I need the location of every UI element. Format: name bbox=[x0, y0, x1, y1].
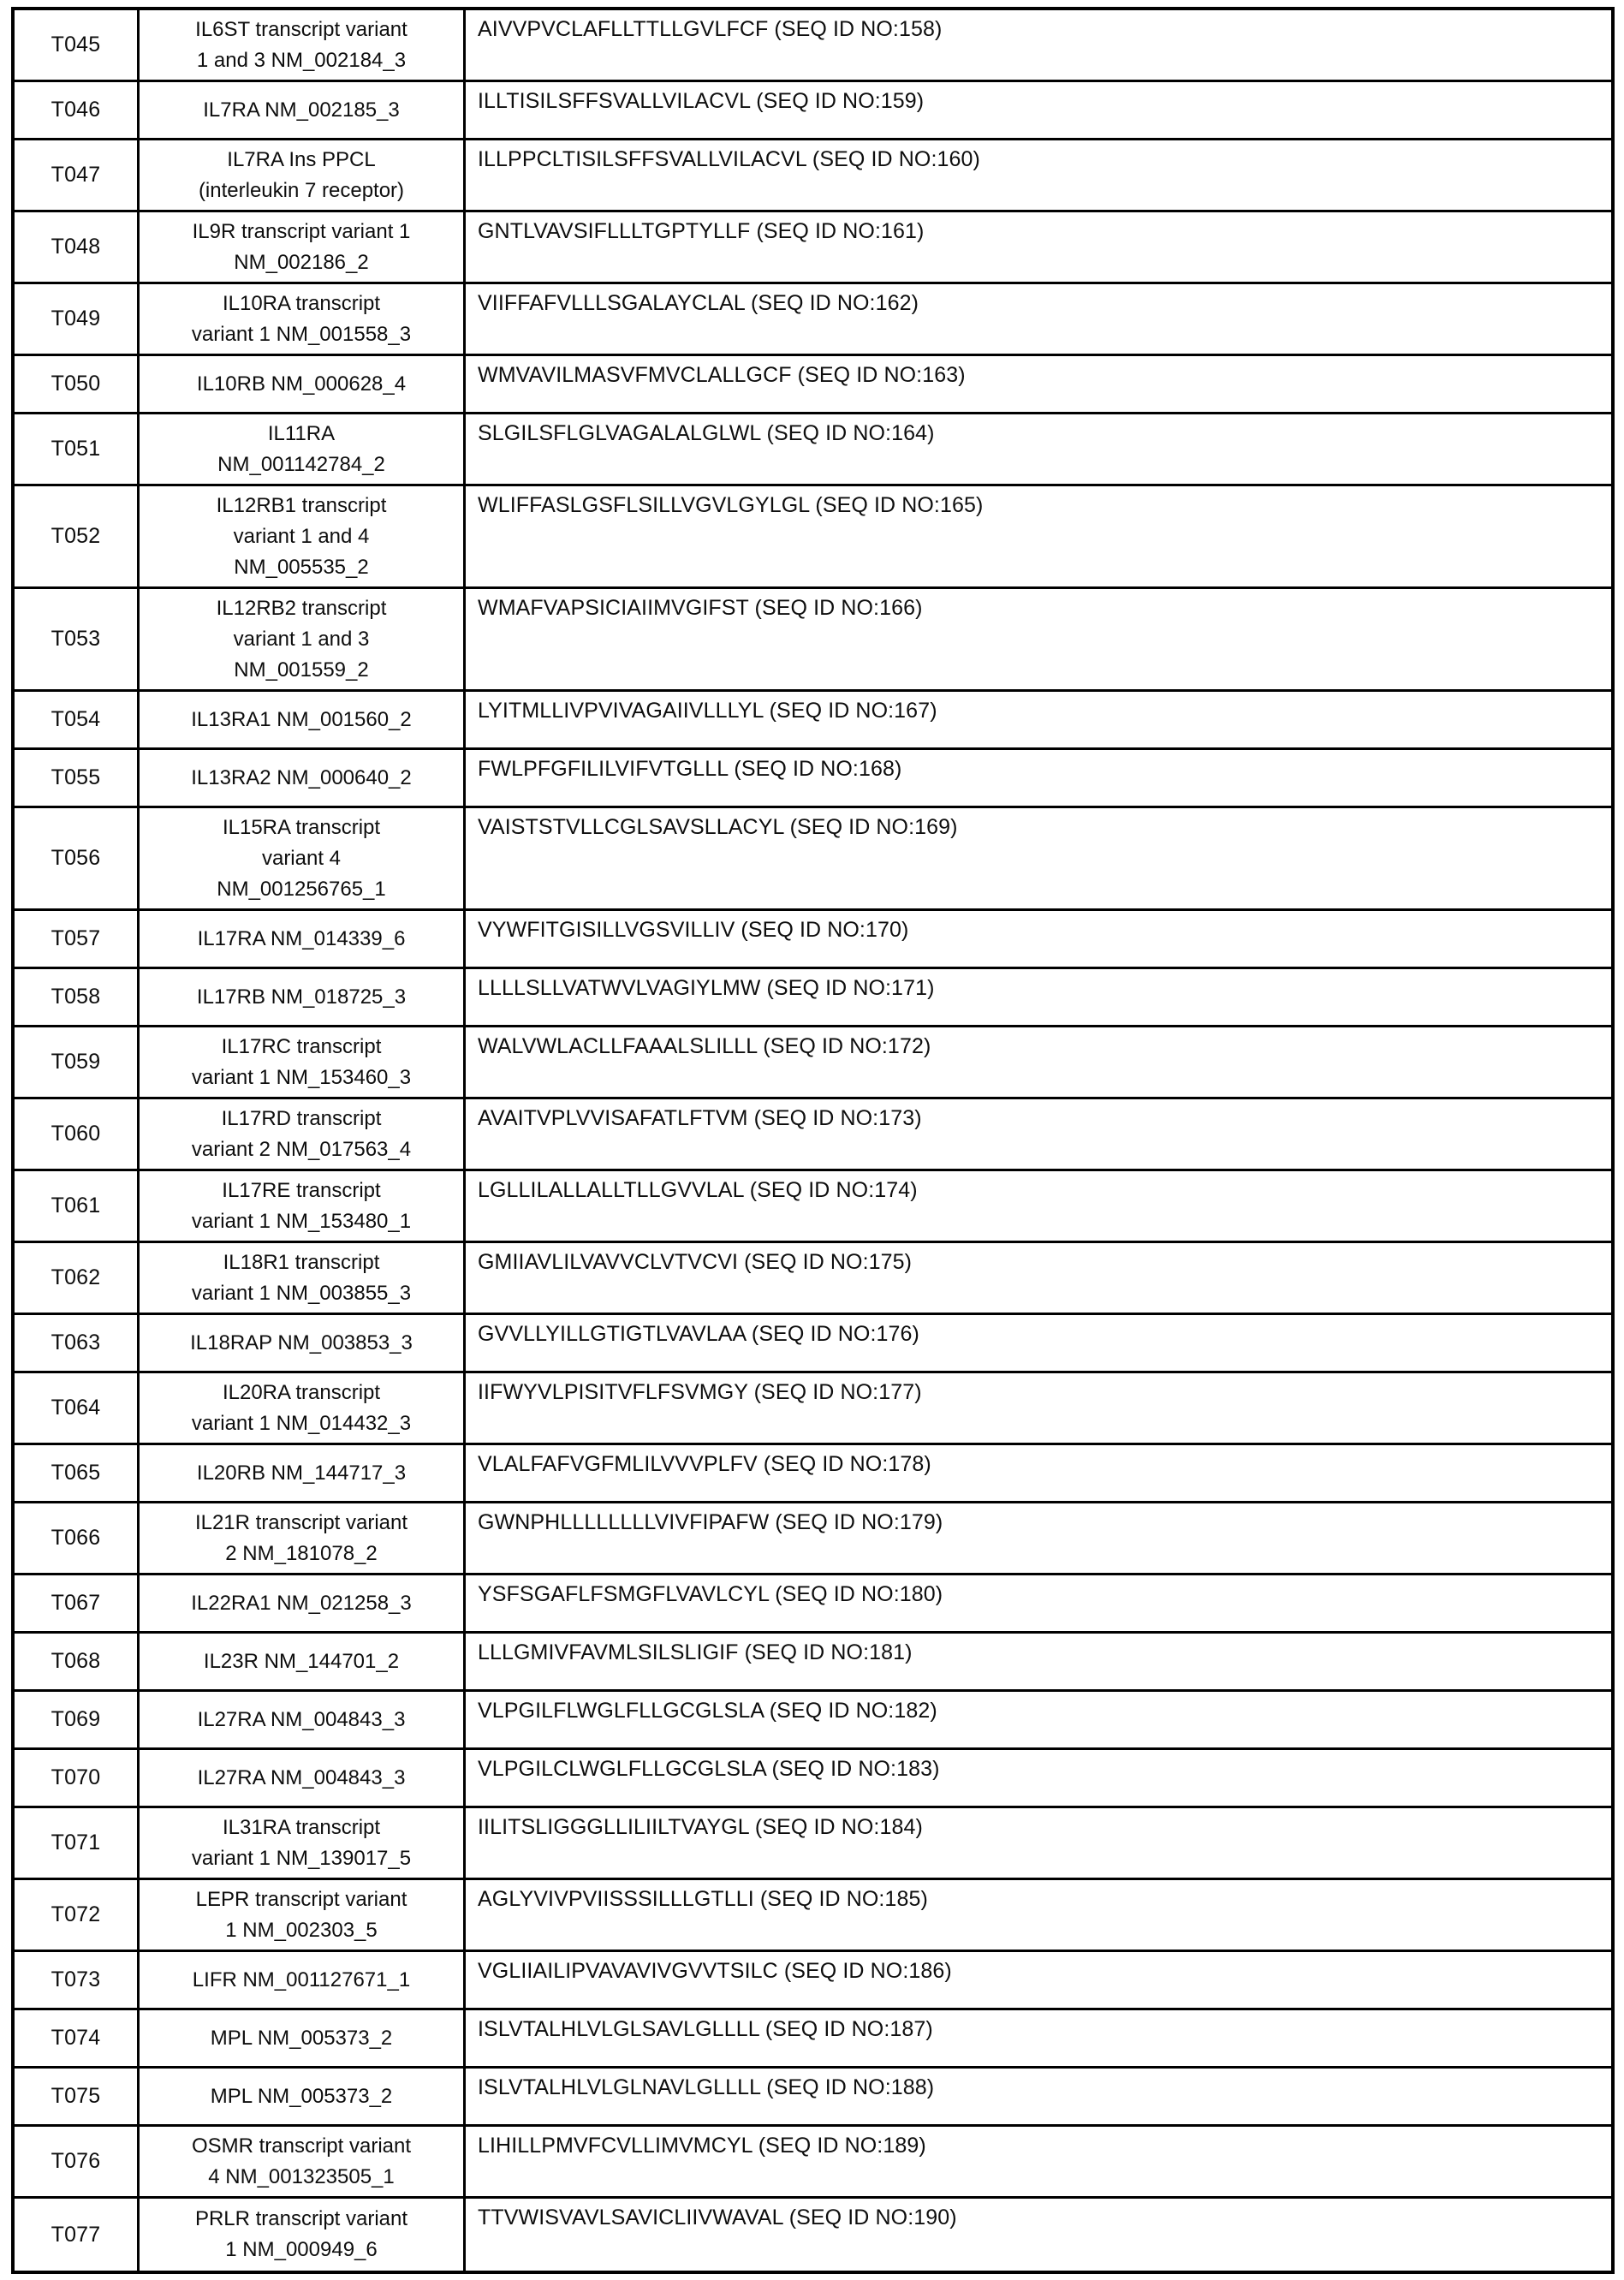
gene-name-cell bbox=[140, 2010, 466, 2066]
gene-name-line: variant 1 NM_153480_1 bbox=[191, 1209, 412, 1233]
gene-name-line: OSMR transcript variant bbox=[191, 2134, 412, 2158]
gene-name-line: MPL NM_005373_2 bbox=[210, 2084, 393, 2108]
row-id-cell: T048 bbox=[15, 212, 140, 282]
gene-name-line: IL17RC transcript bbox=[221, 1034, 382, 1058]
gene-name-line: IL17RB NM_018725_3 bbox=[196, 985, 407, 1009]
sequence-cell: LIHILLPMVFCVLLIMVMCYL (SEQ ID NO:189) bbox=[478, 2134, 926, 2158]
table-row bbox=[15, 1027, 1611, 1099]
gene-name-line: IL10RA transcript bbox=[222, 291, 381, 315]
row-id-cell: T047 bbox=[15, 140, 140, 210]
row-id-cell: T077 bbox=[15, 2199, 140, 2271]
row-id-cell: T065 bbox=[15, 1445, 140, 1501]
gene-name-cell bbox=[140, 1445, 466, 1501]
table-row bbox=[15, 414, 1611, 486]
sequence-cell: IILITSLIGGGLLILIILTVAYGL (SEQ ID NO:184) bbox=[478, 1815, 923, 1839]
table-row bbox=[15, 1634, 1611, 1692]
table-row bbox=[15, 212, 1611, 284]
table-row bbox=[15, 1373, 1611, 1445]
gene-name-cell bbox=[140, 2069, 466, 2124]
table-row bbox=[15, 750, 1611, 808]
sequence-cell: TTVWISVAVLSAVICLIIVWAVAL (SEQ ID NO:190) bbox=[478, 2206, 957, 2229]
sequence-cell: VLPGILFLWGLFLLGCGLSLA (SEQ ID NO:182) bbox=[478, 1699, 937, 1723]
row-id-cell: T064 bbox=[15, 1373, 140, 1443]
gene-name-cell bbox=[140, 1027, 466, 1097]
gene-name-line: variant 1 NM_139017_5 bbox=[191, 1846, 412, 1870]
gene-name-cell bbox=[140, 212, 466, 282]
table-row bbox=[15, 589, 1611, 692]
table-row bbox=[15, 356, 1611, 414]
gene-name-line: IL20RB NM_144717_3 bbox=[196, 1461, 407, 1485]
gene-name-line: IL13RA2 NM_000640_2 bbox=[191, 765, 412, 789]
gene-name-line: LEPR transcript variant bbox=[195, 1887, 407, 1911]
gene-name-line: IL10RB NM_000628_4 bbox=[196, 372, 407, 396]
gene-name-cell bbox=[140, 2127, 466, 2196]
row-id-cell: T049 bbox=[15, 284, 140, 354]
row-id-cell: T076 bbox=[15, 2127, 140, 2196]
gene-name-line: 1 NM_002303_5 bbox=[225, 1918, 378, 1942]
gene-name-cell bbox=[140, 284, 466, 354]
row-id-cell: T074 bbox=[15, 2010, 140, 2066]
sequence-cell: SLGILSFLGLVAGALALGLWL (SEQ ID NO:164) bbox=[478, 421, 935, 445]
table-row bbox=[15, 1880, 1611, 1952]
gene-name-cell bbox=[140, 1750, 466, 1806]
sequence-cell: VGLIIAILIPVAVAVIVGVVTSILC (SEQ ID NO:186) bbox=[478, 1959, 952, 1983]
row-id-cell: T070 bbox=[15, 1750, 140, 1806]
gene-name-cell bbox=[140, 10, 466, 80]
gene-name-line: IL13RA1 NM_001560_2 bbox=[191, 707, 412, 731]
gene-name-line: IL6ST transcript variant bbox=[195, 17, 407, 41]
sequence-cell: GMIIAVLILVAVVCLVTVCVI (SEQ ID NO:175) bbox=[478, 1250, 913, 1274]
gene-name-line: NM_001256765_1 bbox=[217, 877, 386, 901]
gene-name-line: IL12RB2 transcript bbox=[216, 596, 387, 620]
gene-name-line: variant 1 NM_153460_3 bbox=[191, 1065, 412, 1089]
row-id-cell: T062 bbox=[15, 1243, 140, 1313]
gene-name-cell bbox=[140, 1171, 466, 1241]
gene-name-line: IL23R NM_144701_2 bbox=[203, 1649, 400, 1673]
gene-name-cell bbox=[140, 1503, 466, 1573]
table-row bbox=[15, 2069, 1611, 2127]
table-row bbox=[15, 1692, 1611, 1750]
gene-name-cell bbox=[140, 414, 466, 484]
sequence-cell: AIVVPVCLAFLLTTLLGVLFCF (SEQ ID NO:158) bbox=[478, 17, 943, 41]
gene-name-cell bbox=[140, 1099, 466, 1169]
table-row bbox=[15, 1171, 1611, 1243]
gene-name-line: (interleukin 7 receptor) bbox=[198, 178, 405, 202]
table-row bbox=[15, 1750, 1611, 1808]
table-row bbox=[15, 1315, 1611, 1373]
table-row bbox=[15, 808, 1611, 911]
gene-name-cell bbox=[140, 1373, 466, 1443]
sequence-cell: FWLPFGFILILVIFVTGLLL (SEQ ID NO:168) bbox=[478, 757, 902, 781]
row-id-cell: T050 bbox=[15, 356, 140, 412]
gene-name-cell bbox=[140, 911, 466, 967]
gene-name-line: IL21R transcript variant bbox=[194, 1510, 408, 1534]
gene-name-cell bbox=[140, 969, 466, 1025]
gene-name-cell bbox=[140, 2199, 466, 2271]
gene-name-cell bbox=[140, 140, 466, 210]
row-id-cell: T075 bbox=[15, 2069, 140, 2124]
table-row bbox=[15, 284, 1611, 356]
sequence-cell: AVAITVPLVVISAFATLFTVM (SEQ ID NO:173) bbox=[478, 1106, 922, 1130]
gene-name-line: IL18R1 transcript bbox=[223, 1250, 380, 1274]
gene-name-line: NM_005535_2 bbox=[234, 555, 369, 579]
table-row bbox=[15, 486, 1611, 589]
sequence-cell: IIFWYVLPISITVFLFSVMGY (SEQ ID NO:177) bbox=[478, 1380, 922, 1404]
gene-name-line: NM_001559_2 bbox=[234, 658, 369, 682]
sequence-cell: GWNPHLLLLLLLLVIVFIPAFW (SEQ ID NO:179) bbox=[478, 1510, 943, 1534]
sequence-cell: GNTLVAVSIFLLLTGPTYLLF (SEQ ID NO:161) bbox=[478, 219, 925, 243]
table-row bbox=[15, 692, 1611, 750]
row-id-cell: T052 bbox=[15, 486, 140, 586]
gene-name-cell bbox=[140, 1315, 466, 1371]
gene-name-cell bbox=[140, 589, 466, 689]
gene-name-line: PRLR transcript variant bbox=[194, 2207, 408, 2230]
gene-name-line: variant 2 NM_017563_4 bbox=[191, 1137, 412, 1161]
gene-name-cell bbox=[140, 486, 466, 586]
gene-name-line: IL12RB1 transcript bbox=[216, 493, 387, 517]
gene-name-cell bbox=[140, 356, 466, 412]
gene-name-line: IL7RA NM_002185_3 bbox=[203, 98, 400, 122]
row-id-cell: T053 bbox=[15, 589, 140, 689]
gene-name-line: IL18RAP NM_003853_3 bbox=[190, 1330, 413, 1354]
table-row bbox=[15, 1503, 1611, 1575]
table-row bbox=[15, 82, 1611, 140]
gene-name-line: variant 1 NM_014432_3 bbox=[191, 1411, 412, 1435]
gene-name-line: 1 and 3 NM_002184_3 bbox=[196, 48, 407, 72]
sequence-cell: WMAFVAPSICIAIIMVGIFST (SEQ ID NO:166) bbox=[478, 596, 923, 620]
sequence-cell: WMVAVILMASVFMVCLALLGCF (SEQ ID NO:163) bbox=[478, 363, 966, 387]
gene-name-line: variant 1 and 4 bbox=[233, 524, 370, 548]
sequence-cell: VAISTSTVLLCGLSAVSLLACYL (SEQ ID NO:169) bbox=[478, 815, 958, 839]
table-row bbox=[15, 1099, 1611, 1171]
row-id-cell: T055 bbox=[15, 750, 140, 806]
row-id-cell: T071 bbox=[15, 1808, 140, 1878]
row-id-cell: T056 bbox=[15, 808, 140, 908]
gene-name-cell bbox=[140, 1808, 466, 1878]
table-row bbox=[15, 10, 1611, 82]
gene-name-line: IL15RA transcript bbox=[222, 815, 381, 839]
gene-name-cell bbox=[140, 1575, 466, 1631]
sequence-cell: LGLLILALLALLTLLGVVLAL (SEQ ID NO:174) bbox=[478, 1178, 918, 1202]
gene-name-line: IL7RA Ins PPCL bbox=[227, 147, 376, 171]
gene-name-line: 2 NM_181078_2 bbox=[225, 1541, 378, 1565]
row-id-cell: T072 bbox=[15, 1880, 140, 1950]
sequence-cell: LLLGMIVFAVMLSILSLIGIF (SEQ ID NO:181) bbox=[478, 1640, 913, 1664]
table-row bbox=[15, 1243, 1611, 1315]
sequence-cell: ILLTISILSFFSVALLVILACVL (SEQ ID NO:159) bbox=[478, 89, 925, 113]
sequence-cell: AGLYVIVPVIISSSILLLGTLLI (SEQ ID NO:185) bbox=[478, 1887, 928, 1911]
row-id-cell: T059 bbox=[15, 1027, 140, 1097]
gene-name-cell bbox=[140, 808, 466, 908]
gene-name-line: MPL NM_005373_2 bbox=[210, 2026, 393, 2050]
sequence-cell: LYITMLLIVPVIVAGAIIVLLLYL (SEQ ID NO:167) bbox=[478, 699, 937, 723]
gene-name-cell bbox=[140, 1692, 466, 1747]
row-id-cell: T057 bbox=[15, 911, 140, 967]
gene-name-line: IL11RA bbox=[267, 421, 336, 445]
gene-name-line: IL27RA NM_004843_3 bbox=[197, 1707, 406, 1731]
gene-name-cell bbox=[140, 1243, 466, 1313]
table-row bbox=[15, 1952, 1611, 2010]
sequence-cell: LLLLSLLVATWVLVAGIYLMW (SEQ ID NO:171) bbox=[478, 976, 935, 1000]
gene-name-line: IL20RA transcript bbox=[222, 1380, 381, 1404]
table-row bbox=[15, 1808, 1611, 1880]
row-id-cell: T058 bbox=[15, 969, 140, 1025]
table-row bbox=[15, 2127, 1611, 2199]
row-id-cell: T051 bbox=[15, 414, 140, 484]
sequence-cell: YSFSGAFLFSMGFLVAVLCYL (SEQ ID NO:180) bbox=[478, 1582, 943, 1606]
sequence-cell: WLIFFASLGSFLSILLVGVLGYLGL (SEQ ID NO:165) bbox=[478, 493, 984, 517]
row-id-cell: T069 bbox=[15, 1692, 140, 1747]
sequence-cell: VLPGILCLWGLFLLGCGLSLA (SEQ ID NO:183) bbox=[478, 1757, 940, 1781]
row-id-cell: T060 bbox=[15, 1099, 140, 1169]
table-row bbox=[15, 969, 1611, 1027]
table-row bbox=[15, 1575, 1611, 1634]
gene-name-line: IL9R transcript variant 1 bbox=[192, 219, 411, 243]
row-id-cell: T045 bbox=[15, 10, 140, 80]
row-id-cell: T066 bbox=[15, 1503, 140, 1573]
table-row bbox=[15, 2010, 1611, 2069]
gene-name-cell bbox=[140, 692, 466, 747]
row-id-cell: T054 bbox=[15, 692, 140, 747]
table-row bbox=[15, 2199, 1611, 2271]
table-row bbox=[15, 1445, 1611, 1503]
sequence-cell: ILLPPCLTISILSFFSVALLVILACVL (SEQ ID NO:160) bbox=[478, 147, 980, 171]
row-id-cell: T063 bbox=[15, 1315, 140, 1371]
row-id-cell: T068 bbox=[15, 1634, 140, 1689]
gene-name-cell bbox=[140, 1880, 466, 1950]
sequence-cell: ISLVTALHLVLGLSAVLGLLLL (SEQ ID NO:187) bbox=[478, 2017, 933, 2041]
gene-name-line: 1 NM_000949_6 bbox=[225, 2238, 378, 2261]
sequence-cell: VIIFFAFVLLLSGALAYCLAL (SEQ ID NO:162) bbox=[478, 291, 919, 315]
table-row bbox=[15, 911, 1611, 969]
gene-name-cell bbox=[140, 1634, 466, 1689]
sequence-cell: ISLVTALHLVLGLNAVLGLLLL (SEQ ID NO:188) bbox=[478, 2075, 935, 2099]
gene-name-line: IL27RA NM_004843_3 bbox=[197, 1765, 406, 1789]
gene-name-line: variant 4 bbox=[261, 846, 342, 870]
gene-name-line: NM_002186_2 bbox=[234, 250, 369, 274]
sequence-cell: VYWFITGISILLVGSVILLIV (SEQ ID NO:170) bbox=[478, 918, 909, 942]
gene-name-line: IL17RA NM_014339_6 bbox=[197, 926, 406, 950]
sequence-cell: WALVWLACLLFAAALSLILLL (SEQ ID NO:172) bbox=[478, 1034, 931, 1058]
row-id-cell: T046 bbox=[15, 82, 140, 138]
gene-name-line: NM_001142784_2 bbox=[217, 452, 385, 476]
gene-name-line: IL17RE transcript bbox=[222, 1178, 381, 1202]
gene-name-line: 4 NM_001323505_1 bbox=[208, 2164, 395, 2188]
sequence-cell: GVVLLYILLGTIGTLVAVLAA (SEQ ID NO:176) bbox=[478, 1322, 919, 1346]
row-id-cell: T061 bbox=[15, 1171, 140, 1241]
gene-name-line: LIFR NM_001127671_1 bbox=[192, 1967, 411, 1991]
gene-name-cell bbox=[140, 750, 466, 806]
gene-name-cell bbox=[140, 82, 466, 138]
row-id-cell: T073 bbox=[15, 1952, 140, 2008]
table-row bbox=[15, 140, 1611, 212]
gene-name-line: IL17RD transcript bbox=[221, 1106, 382, 1130]
gene-name-line: IL22RA1 NM_021258_3 bbox=[191, 1591, 412, 1615]
gene-name-line: variant 1 NM_003855_3 bbox=[191, 1281, 412, 1305]
gene-name-line: variant 1 and 3 bbox=[233, 627, 370, 651]
sequence-cell: VLALFAFVGFMLILVVVPLFV (SEQ ID NO:178) bbox=[478, 1452, 931, 1476]
gene-name-line: variant 1 NM_001558_3 bbox=[191, 322, 412, 346]
row-id-cell: T067 bbox=[15, 1575, 140, 1631]
sequence-table bbox=[11, 7, 1615, 2274]
gene-name-cell bbox=[140, 1952, 466, 2008]
gene-name-line: IL31RA transcript bbox=[222, 1815, 381, 1839]
